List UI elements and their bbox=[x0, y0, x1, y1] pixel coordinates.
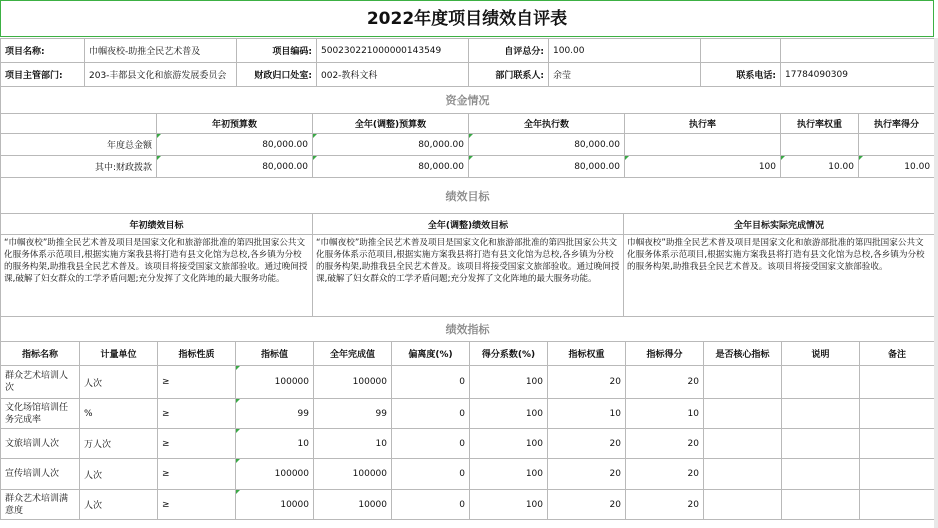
ind-coef-cell[interactable]: 100 bbox=[470, 399, 548, 429]
ind-done-cell[interactable]: 100000 bbox=[314, 459, 392, 490]
funds-row-label: 其中:财政拨款 bbox=[1, 156, 157, 178]
funds-adjusted-cell[interactable]: 80,000.00 bbox=[313, 134, 469, 156]
funds-executed-cell[interactable]: 80,000.00 bbox=[469, 134, 625, 156]
score-label: 自评总分: bbox=[469, 39, 549, 63]
ind-core-cell[interactable] bbox=[704, 490, 782, 520]
ind-coef-cell[interactable]: 100 bbox=[470, 366, 548, 399]
funds-header-score: 执行率得分 bbox=[859, 114, 935, 134]
funds-header-initial: 年初预算数 bbox=[157, 114, 313, 134]
dept-cell[interactable]: 203-丰都县文化和旅游发展委员会 bbox=[85, 63, 237, 87]
ind-unit-cell[interactable]: 万人次 bbox=[80, 429, 158, 459]
ind-remark-cell[interactable] bbox=[860, 366, 935, 399]
ind-deviation-cell[interactable]: 0 bbox=[392, 366, 470, 399]
ind-note-cell[interactable] bbox=[782, 366, 860, 399]
ind-name-cell[interactable]: 群众艺术培训人次 bbox=[1, 366, 80, 399]
funds-adjusted-cell[interactable]: 80,000.00 bbox=[313, 156, 469, 178]
funds-executed-cell[interactable]: 80,000.00 bbox=[469, 156, 625, 178]
goals-section-title: 绩效目标 bbox=[1, 178, 935, 214]
funds-weight-cell[interactable] bbox=[781, 134, 859, 156]
ind-unit-cell[interactable]: % bbox=[80, 399, 158, 429]
funds-header-blank bbox=[1, 114, 157, 134]
ind-header-score: 指标得分 bbox=[626, 342, 704, 366]
ind-coef-cell[interactable]: 100 bbox=[470, 429, 548, 459]
ind-unit-cell[interactable]: 人次 bbox=[80, 366, 158, 399]
ind-remark-cell[interactable] bbox=[860, 399, 935, 429]
contact-cell[interactable]: 余莹 bbox=[549, 63, 701, 87]
funds-initial-cell[interactable]: 80,000.00 bbox=[157, 134, 313, 156]
ind-core-cell[interactable] bbox=[704, 459, 782, 490]
ind-remark-cell[interactable] bbox=[860, 490, 935, 520]
ind-score-cell[interactable]: 20 bbox=[626, 429, 704, 459]
indicators-table bbox=[0, 316, 935, 520]
ind-done-cell[interactable]: 99 bbox=[314, 399, 392, 429]
project-name-cell[interactable]: 巾帼夜校-助推全民艺术普及 bbox=[85, 39, 237, 63]
ind-header-name: 指标名称 bbox=[1, 342, 80, 366]
ind-core-cell[interactable] bbox=[704, 429, 782, 459]
funds-header-rate: 执行率 bbox=[625, 114, 781, 134]
ind-note-cell[interactable] bbox=[782, 399, 860, 429]
ind-header-coef: 得分系数(%) bbox=[470, 342, 548, 366]
ind-nature-cell[interactable]: ≥ bbox=[158, 399, 236, 429]
ind-header-done: 全年完成值 bbox=[314, 342, 392, 366]
ind-target-cell[interactable]: 100000 bbox=[236, 366, 314, 399]
goals-table bbox=[0, 177, 935, 317]
ind-header-unit: 计量单位 bbox=[80, 342, 158, 366]
ind-note-cell[interactable] bbox=[782, 429, 860, 459]
funds-section-title: 资金情况 bbox=[1, 87, 935, 114]
ind-header-deviation: 偏离度(%) bbox=[392, 342, 470, 366]
ind-name-cell[interactable]: 文旅培训人次 bbox=[1, 429, 80, 459]
ind-done-cell[interactable]: 10 bbox=[314, 429, 392, 459]
ind-nature-cell[interactable]: ≥ bbox=[158, 429, 236, 459]
project-name-label: 项目名称: bbox=[1, 39, 85, 63]
contact-label: 部门联系人: bbox=[469, 63, 549, 87]
ind-score-cell[interactable]: 20 bbox=[626, 490, 704, 520]
funds-rate-cell[interactable] bbox=[625, 134, 781, 156]
table-row bbox=[1, 429, 935, 459]
ind-weight-cell[interactable]: 20 bbox=[548, 429, 626, 459]
dept-label: 项目主管部门: bbox=[1, 63, 85, 87]
funds-header-weight: 执行率权重 bbox=[781, 114, 859, 134]
ind-header-nature: 指标性质 bbox=[158, 342, 236, 366]
ind-name-cell[interactable]: 宣传培训人次 bbox=[1, 459, 80, 490]
score-cell[interactable]: 100.00 bbox=[549, 39, 701, 63]
ind-deviation-cell[interactable]: 0 bbox=[392, 399, 470, 429]
funds-weight-cell[interactable]: 10.00 bbox=[781, 156, 859, 178]
finance-label: 财政归口处室: bbox=[237, 63, 317, 87]
ind-header-core: 是否核心指标 bbox=[704, 342, 782, 366]
ind-name-cell[interactable]: 文化场馆培训任务完成率 bbox=[1, 399, 80, 429]
goal-actual-text[interactable]: 巾帼夜校”助推全民艺术普及项目是国家文化和旅游部批准的第四批国家公共文化服务体系示范项目,根据实施方案我县将打造有县文化馆为总校,各乡镇为分校的服务构架,助推我县全民艺术普及。该项目将接受国家文旅部验收。 bbox=[624, 235, 935, 317]
ind-nature-cell[interactable]: ≥ bbox=[158, 366, 236, 399]
ind-core-cell[interactable] bbox=[704, 366, 782, 399]
ind-score-cell[interactable]: 10 bbox=[626, 399, 704, 429]
funds-header-adjusted: 全年(调整)预算数 bbox=[313, 114, 469, 134]
ind-done-cell[interactable]: 100000 bbox=[314, 366, 392, 399]
project-code-cell[interactable]: 500230221000000143549 bbox=[317, 39, 469, 63]
table-row bbox=[1, 490, 935, 520]
funds-score-cell[interactable]: 10.00 bbox=[859, 156, 935, 178]
ind-unit-cell[interactable]: 人次 bbox=[80, 490, 158, 520]
ind-header-note: 说明 bbox=[782, 342, 860, 366]
ind-score-cell[interactable]: 20 bbox=[626, 459, 704, 490]
goals-header-initial: 年初绩效目标 bbox=[1, 214, 313, 235]
goal-initial-text[interactable]: “巾帼夜校”助推全民艺术普及项目是国家文化和旅游部批准的第四批国家公共文化服务体系示范项目,根据实施方案我县将打造有县文化馆为总校,各乡镇为分校的服务构架,助推我县全民艺术普及。该项目将接受国家文旅部验收。通过晚间授课,破解了妇女群众的工学矛盾问题;充分发挥了文化阵地的最大服务功能。 bbox=[1, 235, 313, 317]
finance-cell[interactable]: 002-教科文科 bbox=[317, 63, 469, 87]
project-code-label: 项目编码: bbox=[237, 39, 317, 63]
ind-unit-cell[interactable]: 人次 bbox=[80, 459, 158, 490]
funds-rate-cell[interactable]: 100 bbox=[625, 156, 781, 178]
funds-row-label: 年度总金额 bbox=[1, 134, 157, 156]
ind-note-cell[interactable] bbox=[782, 459, 860, 490]
ind-score-cell[interactable]: 20 bbox=[626, 366, 704, 399]
goal-adjusted-text[interactable]: “巾帼夜校”助推全民艺术普及项目是国家文化和旅游部批准的第四批国家公共文化服务体系示范项目,根据实施方案我县将打造有县文化馆为总校,各乡镇为分校的服务构架,助推我县全民艺术普及。该项目将接受国家文旅部验收。通过晚间授课,破解了妇女群众的工学矛盾问题;充分发挥了文化阵地的最大服务功能。 bbox=[313, 235, 624, 317]
ind-coef-cell[interactable]: 100 bbox=[470, 490, 548, 520]
table-row bbox=[1, 459, 935, 490]
indicators-section-title: 绩效指标 bbox=[1, 317, 935, 342]
funds-initial-cell[interactable]: 80,000.00 bbox=[157, 156, 313, 178]
ind-core-cell[interactable] bbox=[704, 399, 782, 429]
ind-weight-cell[interactable]: 10 bbox=[548, 399, 626, 429]
goals-header-adjusted: 全年(调整)绩效目标 bbox=[313, 214, 624, 235]
funds-header-executed: 全年执行数 bbox=[469, 114, 625, 134]
ind-weight-cell[interactable]: 20 bbox=[548, 490, 626, 520]
info-table bbox=[0, 38, 935, 87]
ind-target-cell[interactable]: 10 bbox=[236, 429, 314, 459]
empty-cell[interactable] bbox=[781, 39, 935, 63]
ind-target-cell[interactable]: 10000 bbox=[236, 490, 314, 520]
sheet-title[interactable]: 2022年度项目绩效自评表 bbox=[0, 0, 934, 37]
ind-target-cell[interactable]: 100000 bbox=[236, 459, 314, 490]
vertical-scrollbar[interactable] bbox=[934, 38, 938, 528]
ind-weight-cell[interactable]: 20 bbox=[548, 366, 626, 399]
ind-remark-cell[interactable] bbox=[860, 459, 935, 490]
phone-cell[interactable]: 17784090309 bbox=[781, 63, 935, 87]
ind-header-remark: 备注 bbox=[860, 342, 935, 366]
ind-deviation-cell[interactable]: 0 bbox=[392, 490, 470, 520]
ind-target-cell[interactable]: 99 bbox=[236, 399, 314, 429]
ind-name-cell[interactable]: 群众艺术培训满意度 bbox=[1, 490, 80, 520]
ind-header-weight: 指标权重 bbox=[548, 342, 626, 366]
ind-deviation-cell[interactable]: 0 bbox=[392, 429, 470, 459]
empty-cell[interactable] bbox=[701, 39, 781, 63]
ind-header-target: 指标值 bbox=[236, 342, 314, 366]
ind-deviation-cell[interactable]: 0 bbox=[392, 459, 470, 490]
table-row bbox=[1, 366, 935, 399]
ind-note-cell[interactable] bbox=[782, 490, 860, 520]
goals-header-actual: 全年目标实际完成情况 bbox=[624, 214, 935, 235]
ind-remark-cell[interactable] bbox=[860, 429, 935, 459]
ind-nature-cell[interactable]: ≥ bbox=[158, 490, 236, 520]
table-row bbox=[1, 399, 935, 429]
ind-coef-cell[interactable]: 100 bbox=[470, 459, 548, 490]
phone-label: 联系电话: bbox=[701, 63, 781, 87]
funds-table bbox=[0, 86, 935, 178]
funds-score-cell[interactable] bbox=[859, 134, 935, 156]
ind-done-cell[interactable]: 10000 bbox=[314, 490, 392, 520]
ind-weight-cell[interactable]: 20 bbox=[548, 459, 626, 490]
ind-nature-cell[interactable]: ≥ bbox=[158, 459, 236, 490]
